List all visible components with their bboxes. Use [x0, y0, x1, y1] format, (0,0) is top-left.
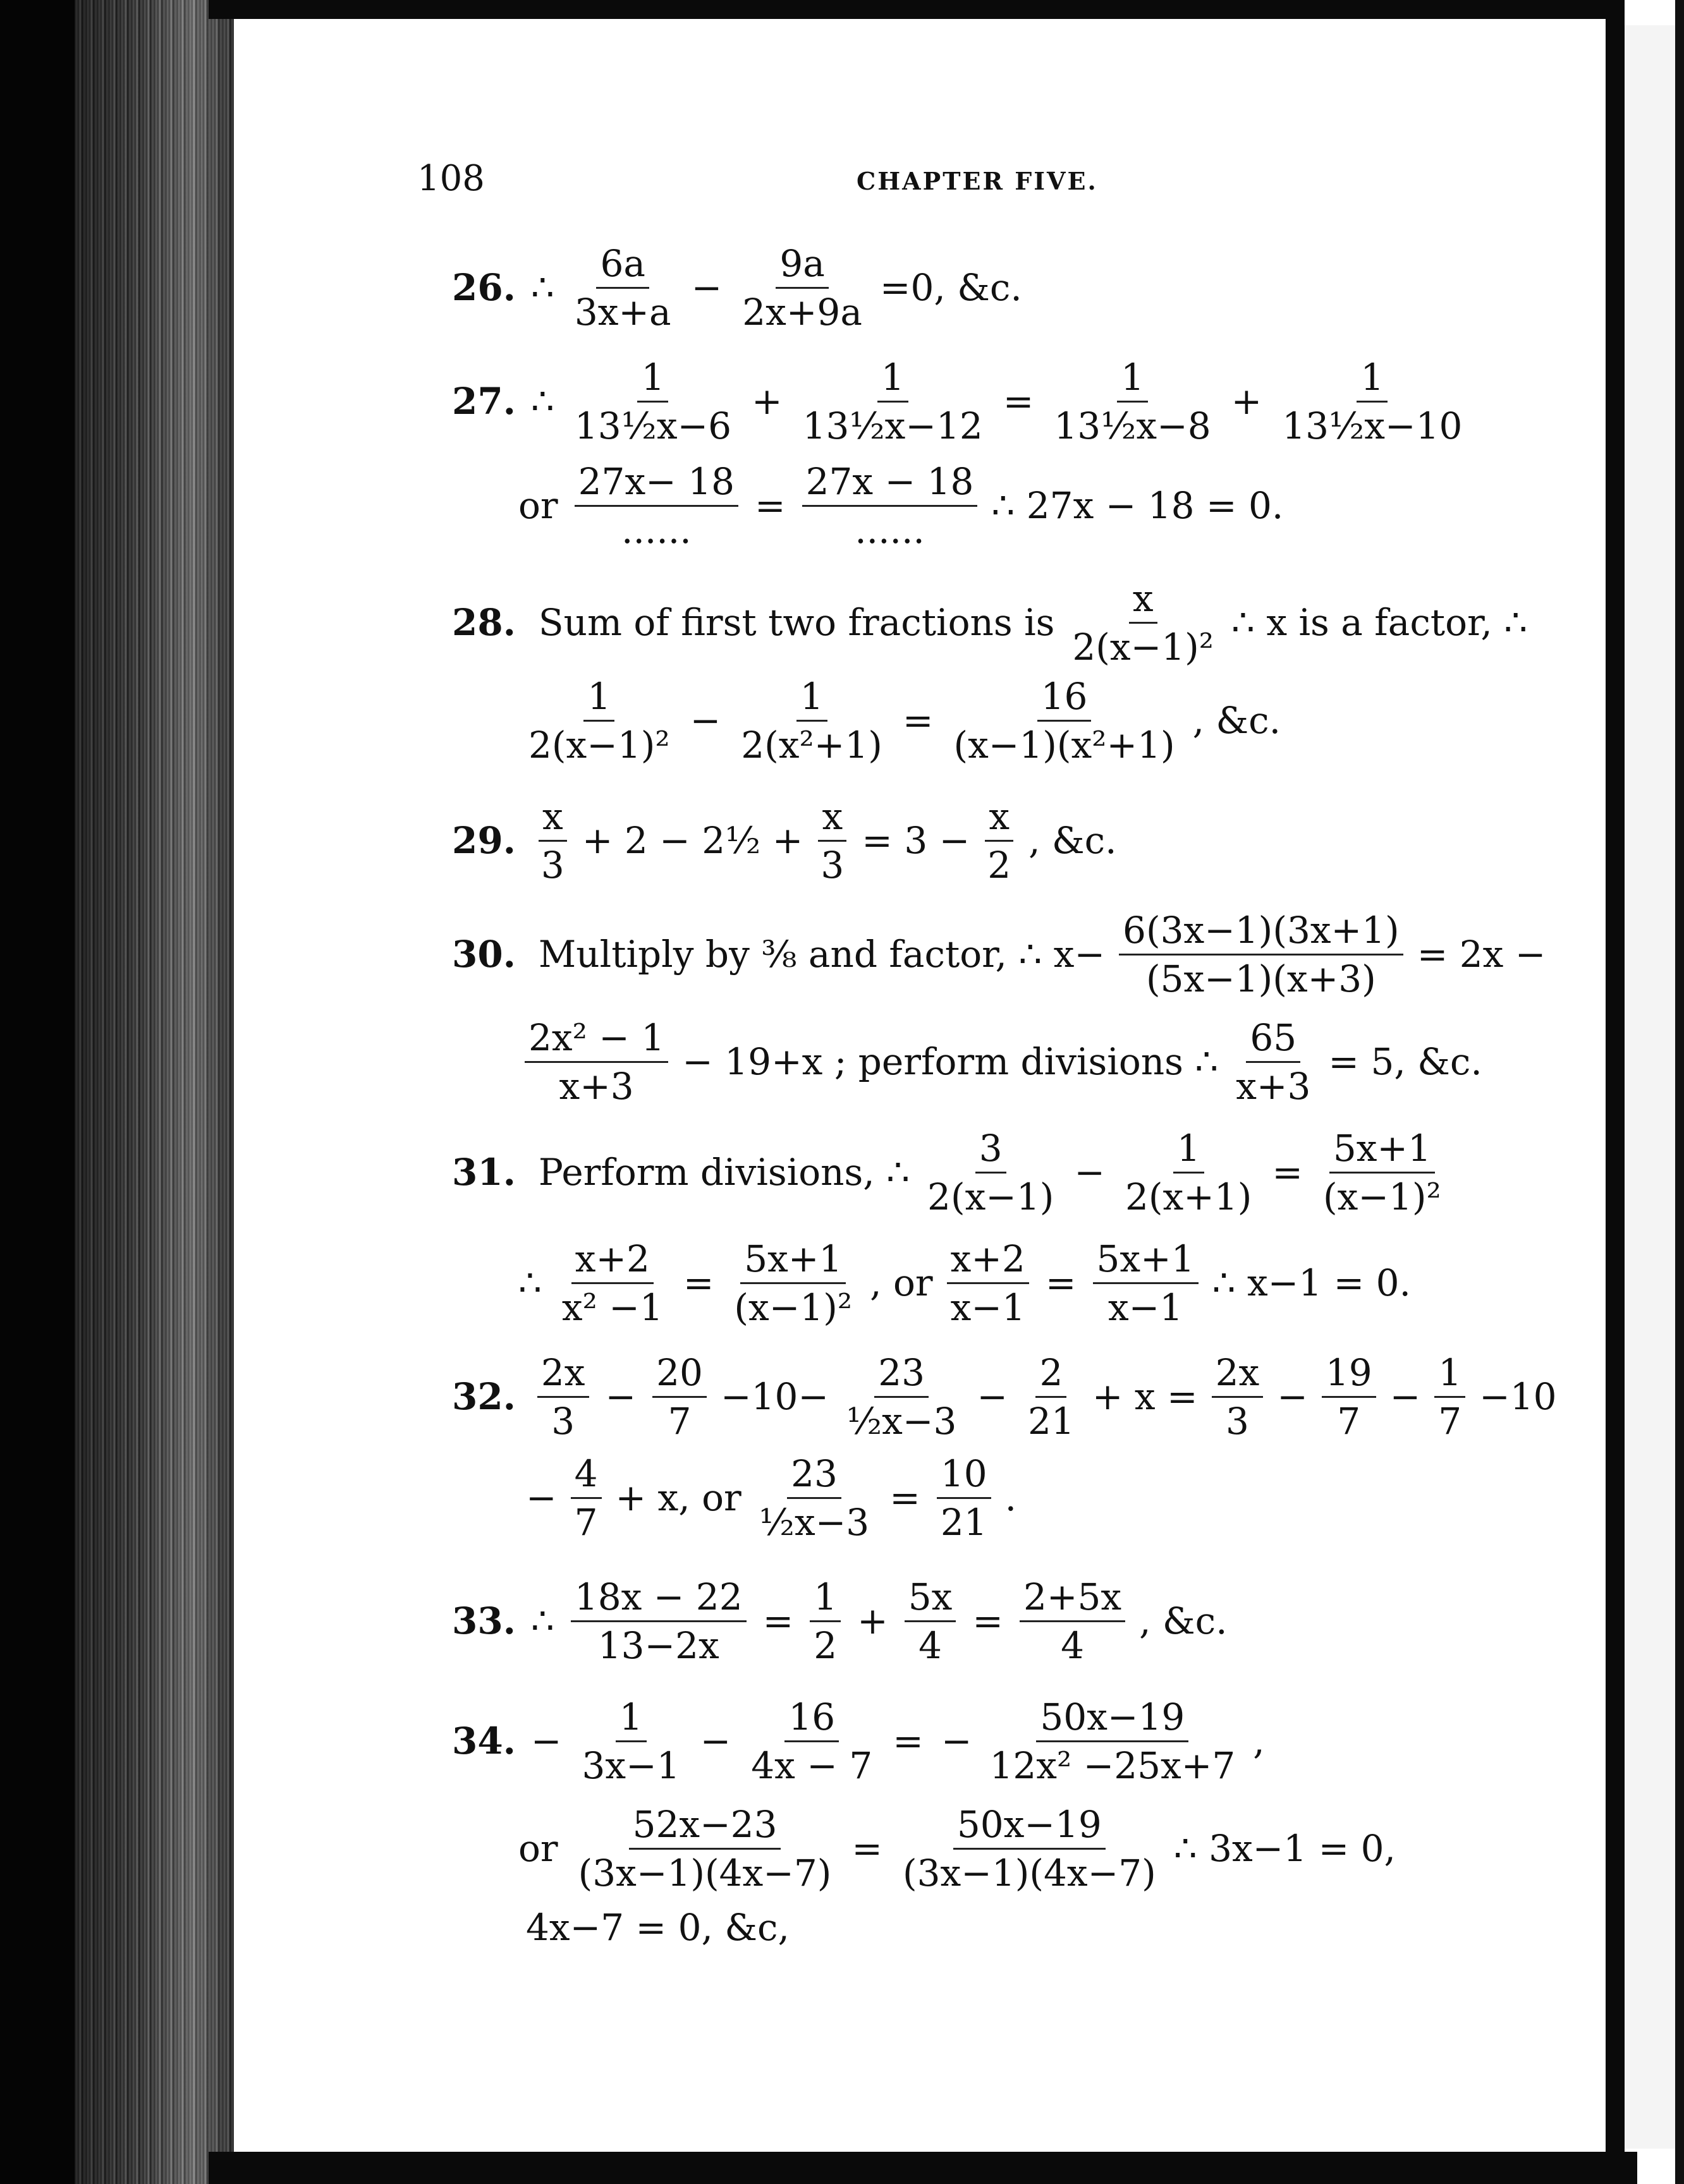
numerator: 19 — [1322, 1354, 1376, 1398]
numerator: 1 — [1117, 359, 1148, 403]
numerator: 27x− 18 — [575, 463, 738, 507]
problem-number: 30. — [452, 933, 516, 976]
numerator: x — [818, 798, 846, 842]
fraction — [738, 241, 866, 334]
fraction — [1068, 576, 1217, 669]
numerator: 9a — [776, 245, 828, 289]
problem-number: 34. — [452, 1720, 516, 1762]
operator: = — [1272, 1151, 1303, 1194]
operator: = — [1003, 380, 1034, 423]
scan-border-bottom — [209, 2152, 1637, 2184]
denominator: x+3 — [1236, 1064, 1311, 1108]
numerator: 2x — [537, 1354, 589, 1398]
numerator: 2x² − 1 — [525, 1019, 668, 1063]
fraction — [1050, 355, 1214, 447]
text-segment: + x = — [1092, 1375, 1198, 1418]
fraction — [899, 1802, 1160, 1895]
denominator: (x−1)(x²+1) — [953, 723, 1175, 767]
operator: = — [1045, 1261, 1077, 1304]
solution-line — [452, 1126, 1451, 1218]
fraction — [558, 1237, 667, 1329]
denominator: 2(x−1)² — [528, 723, 670, 767]
text-segment: Sum of first two fractions is — [538, 601, 1055, 644]
text-segment: + 2 − 2½ + — [582, 819, 803, 862]
denominator: 2(x²+1) — [741, 723, 882, 767]
denominator: (3x−1)(4x−7) — [578, 1851, 832, 1895]
denominator: 3 — [540, 843, 564, 887]
operator: = — [893, 1720, 924, 1762]
operator: − — [690, 699, 721, 742]
denominator: (5x−1)(x+3) — [1145, 957, 1376, 1000]
text-segment: −10 — [1479, 1375, 1557, 1418]
fraction — [747, 1695, 876, 1787]
line-prefix: ∴ — [530, 380, 554, 423]
scan-background-left — [0, 0, 75, 2184]
fraction — [1232, 1016, 1314, 1108]
text-segment: , — [1253, 1720, 1265, 1762]
fraction — [571, 355, 735, 447]
problem-number: 31. — [452, 1151, 516, 1194]
solution-line — [452, 355, 1472, 447]
denominator: 13½x−10 — [1282, 404, 1463, 447]
fraction — [578, 1695, 684, 1787]
fraction — [937, 1452, 991, 1544]
numerator: 5x+1 — [1093, 1241, 1199, 1284]
numerator: 1 — [810, 1579, 841, 1622]
chapter-title: CHAPTER FIVE. — [857, 167, 1098, 195]
numerator: 1 — [1357, 359, 1388, 403]
solution-line — [518, 674, 1288, 767]
solution-line — [452, 241, 1030, 334]
text-segment: −10− — [720, 1375, 829, 1418]
solution-line — [452, 576, 1535, 669]
fraction — [1434, 1350, 1465, 1443]
operator: + — [752, 380, 783, 423]
fraction — [984, 794, 1015, 887]
operator: + — [1231, 380, 1262, 423]
operator: − — [1074, 1151, 1106, 1194]
fraction — [1121, 1126, 1255, 1218]
fraction — [537, 1350, 589, 1443]
line-prefix: ∴ — [518, 1261, 542, 1304]
denominator: 21 — [1028, 1399, 1075, 1443]
operator: = — [972, 1599, 1003, 1642]
problem-number: 28. — [452, 601, 516, 644]
operator: = — [755, 484, 786, 527]
numerator: 27x − 18 — [802, 463, 978, 507]
numerator: 1 — [583, 678, 614, 722]
numerator: 1 — [877, 359, 908, 403]
numerator: 5x+1 — [740, 1241, 846, 1284]
numerator: 50x−19 — [1036, 1699, 1188, 1742]
fraction — [924, 1126, 1058, 1218]
problem-number: 32. — [452, 1375, 516, 1418]
numerator: 50x−19 — [953, 1806, 1106, 1850]
scan-border-top — [209, 0, 1625, 19]
numerator: 23 — [787, 1455, 841, 1499]
numerator: x+2 — [947, 1241, 1029, 1284]
denominator: 3x+a — [574, 290, 671, 334]
fraction — [1319, 1126, 1445, 1218]
numerator: 20 — [652, 1354, 707, 1398]
numerator: 52x−23 — [629, 1806, 781, 1850]
text-segment: ∴ 3x−1 = 0, — [1173, 1827, 1396, 1870]
operator: − — [977, 1375, 1008, 1418]
numerator: 1 — [796, 678, 827, 722]
denominator: 21 — [940, 1500, 987, 1544]
text-segment: , &c. — [1028, 819, 1117, 862]
denominator: 4 — [918, 1623, 942, 1667]
denominator: x−1 — [950, 1285, 1025, 1329]
problem-number: 29. — [452, 819, 516, 862]
denominator: 13−2x — [597, 1623, 719, 1667]
numerator: 23 — [874, 1354, 929, 1398]
text-segment: ∴ 27x − 18 = 0. — [991, 484, 1284, 527]
fraction — [985, 1695, 1239, 1787]
denominator: 3 — [821, 843, 845, 887]
denominator: 4 — [1061, 1623, 1084, 1667]
denominator: 2 — [814, 1623, 838, 1667]
operator: = — [683, 1261, 714, 1304]
numerator: 4 — [571, 1455, 602, 1499]
fraction — [525, 674, 674, 767]
fraction — [1093, 1237, 1199, 1329]
text-segment: = 5, &c. — [1328, 1040, 1482, 1083]
text-segment: , &c. — [1192, 699, 1281, 742]
numerator: 1 — [1173, 1130, 1204, 1174]
text-segment: =0, &c. — [879, 266, 1022, 309]
denominator: x−1 — [1107, 1285, 1183, 1329]
denominator: ½x−3 — [846, 1399, 957, 1443]
denominator: (x−1)² — [1323, 1175, 1441, 1218]
solution-line — [518, 1016, 1490, 1108]
solution-line — [518, 1237, 1419, 1329]
numerator: 2 — [1035, 1354, 1066, 1398]
solution-line — [452, 1695, 1272, 1787]
denominator: 3 — [551, 1399, 575, 1443]
fraction — [799, 355, 987, 447]
denominator: x+3 — [559, 1064, 634, 1108]
numerator: x — [985, 798, 1013, 842]
operator: − — [691, 266, 723, 309]
fraction — [571, 241, 675, 334]
denominator: x² −1 — [561, 1285, 663, 1329]
fraction — [905, 1575, 956, 1667]
text-segment: Multiply by ⅜ and factor, ∴ x− — [538, 933, 1106, 976]
numerator: 6a — [596, 245, 649, 289]
text-segment: . — [1004, 1476, 1017, 1519]
text-segment: Perform divisions, ∴ — [538, 1151, 910, 1194]
denominator: ...... — [855, 508, 925, 552]
solution-line — [518, 1452, 1024, 1544]
denominator: 2(x+1) — [1125, 1175, 1252, 1218]
fraction — [571, 1452, 602, 1544]
fraction — [755, 1452, 873, 1544]
numerator: 2x — [1212, 1354, 1264, 1398]
denominator: 13½x−8 — [1054, 404, 1211, 447]
fraction — [1020, 1575, 1125, 1667]
fraction — [802, 459, 978, 552]
fraction — [575, 459, 738, 552]
solution-line — [518, 1802, 1403, 1895]
numerator: 5x — [905, 1579, 956, 1622]
book-spine-shadow — [75, 0, 234, 2184]
text-segment: − 19+x ; perform divisions ∴ — [682, 1040, 1219, 1083]
numerator: 1 — [637, 359, 668, 403]
operator: + — [857, 1599, 888, 1642]
fraction — [525, 1016, 668, 1108]
operator: = — [902, 699, 934, 742]
text-segment: = 3 − — [862, 819, 970, 862]
text-segment: ∴ x−1 = 0. — [1212, 1261, 1411, 1304]
denominator: 12x² −25x+7 — [989, 1744, 1236, 1787]
numerator: 5x+1 — [1329, 1130, 1435, 1174]
numerator: x+2 — [571, 1241, 654, 1284]
numerator: x — [1129, 580, 1157, 624]
text-segment: − — [1389, 1375, 1421, 1418]
fraction — [810, 1575, 841, 1667]
denominator: 2(x−1)² — [1072, 625, 1214, 669]
fraction — [571, 1575, 747, 1667]
fraction — [575, 1802, 836, 1895]
fraction — [817, 794, 848, 887]
operator: = — [851, 1827, 882, 1870]
line-prefix: ∴ — [530, 1599, 554, 1642]
problem-number: 27. — [452, 380, 516, 423]
text-segment: = 2x − — [1417, 933, 1546, 976]
fraction — [1278, 355, 1466, 447]
numerator: 2+5x — [1020, 1579, 1125, 1622]
numerator: 16 — [784, 1699, 839, 1742]
denominator: ...... — [621, 508, 692, 552]
solution-line — [452, 1350, 1565, 1443]
fraction — [1119, 908, 1403, 1000]
denominator: 3x−1 — [582, 1744, 680, 1787]
denominator: 2 — [987, 843, 1011, 887]
denominator: 7 — [668, 1399, 692, 1443]
text-segment: − — [941, 1720, 972, 1762]
fraction — [1024, 1350, 1078, 1443]
text-segment: + x, or — [615, 1476, 741, 1519]
denominator: 13½x−12 — [802, 404, 983, 447]
solution-line — [452, 908, 1553, 1000]
numerator: 1 — [1434, 1354, 1465, 1398]
scan-border-right — [1606, 0, 1625, 2184]
text-segment: , &c. — [1139, 1599, 1228, 1642]
denominator: (x−1)² — [734, 1285, 853, 1329]
solution-line — [452, 1575, 1235, 1667]
fraction — [652, 1350, 707, 1443]
fraction — [1212, 1350, 1264, 1443]
text-segment: − — [526, 1476, 557, 1519]
denominator: ½x−3 — [759, 1500, 870, 1544]
fraction — [1322, 1350, 1376, 1443]
numerator: 6(3x−1)(3x+1) — [1119, 912, 1403, 956]
page-number: 108 — [417, 158, 485, 199]
operator: − — [605, 1375, 637, 1418]
text-segment: ∴ x is a factor, ∴ — [1231, 601, 1528, 644]
fraction — [537, 794, 568, 887]
operator: = — [762, 1599, 794, 1642]
numerator: 10 — [937, 1455, 991, 1499]
fraction — [949, 674, 1178, 767]
denominator: 2(x−1) — [927, 1175, 1054, 1218]
denominator: 7 — [1438, 1399, 1462, 1443]
line-prefix: − — [530, 1720, 562, 1762]
problem-number: 26. — [452, 266, 516, 309]
fraction — [737, 674, 886, 767]
operator: − — [700, 1720, 731, 1762]
scan-border-far-right — [1675, 0, 1684, 2184]
text-segment: , or — [870, 1261, 933, 1304]
problem-number: 33. — [452, 1599, 516, 1642]
numerator: 16 — [1037, 678, 1092, 722]
text-segment: − — [1277, 1375, 1308, 1418]
denominator: 7 — [1337, 1399, 1361, 1443]
fraction — [730, 1237, 856, 1329]
numerator: 65 — [1246, 1019, 1300, 1063]
solution-line — [452, 794, 1125, 887]
denominator: 13½x−6 — [574, 404, 732, 447]
denominator: 3 — [1225, 1399, 1249, 1443]
numerator: 18x − 22 — [571, 1579, 747, 1622]
numerator: 3 — [975, 1130, 1006, 1174]
line-prefix: or — [518, 1827, 558, 1870]
denominator: 4x − 7 — [751, 1744, 873, 1787]
solution-line — [518, 459, 1291, 552]
denominator: (3x−1)(4x−7) — [903, 1851, 1156, 1895]
solution-line — [518, 1890, 797, 1965]
denominator: 2x+9a — [742, 290, 862, 334]
operator: = — [889, 1476, 920, 1519]
line-prefix: ∴ — [530, 266, 554, 309]
numerator: x — [539, 798, 567, 842]
text-segment: 4x−7 = 0, &c, — [526, 1906, 790, 1949]
fraction — [947, 1237, 1029, 1329]
line-prefix: or — [518, 484, 558, 527]
numerator: 1 — [616, 1699, 647, 1742]
denominator: 7 — [574, 1500, 598, 1544]
fraction — [843, 1350, 960, 1443]
